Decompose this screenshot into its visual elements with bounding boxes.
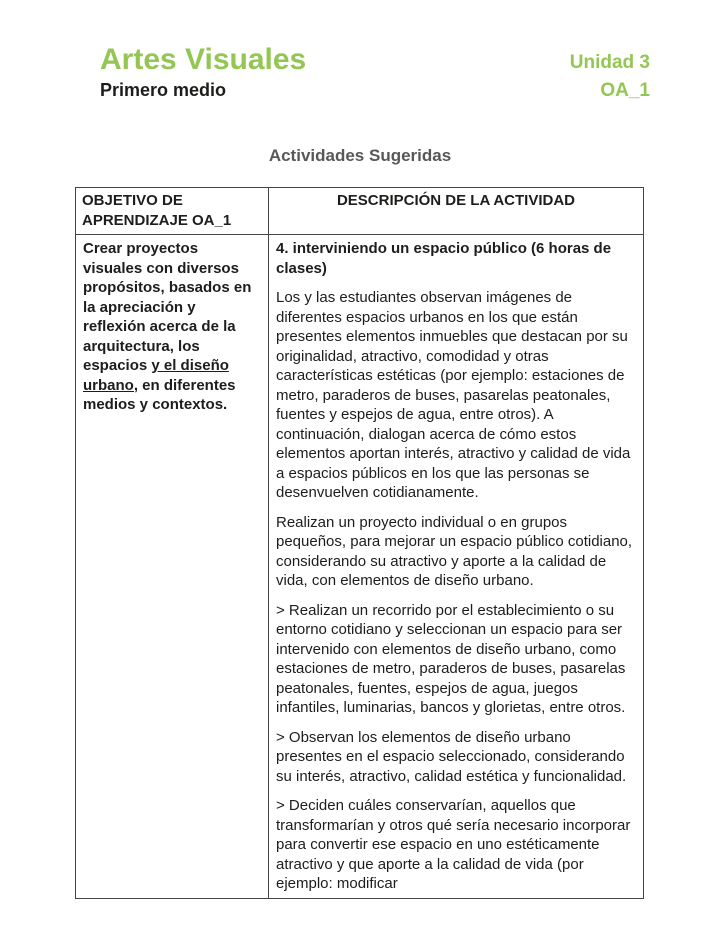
activity-paragraph: > Realizan un recorrido por el establecimiento o su entorno cotidiano y seleccionan un espacio para ser intervenido con elementos de diseño urbano, como estaciones de metro, paraderos de buses, pasarelas peatonales, fuentes, espejos de agua, juegos infantiles, luminarias, bancos y glorietas, entre otros. (276, 601, 626, 716)
document-header (0, 0, 720, 103)
table-header-row (76, 188, 644, 235)
activity-paragraph: > Deciden cuáles conservarían, aquellos que transformarían y otros qué sería necesario incorporar para convertir ese espacio en uno estéticamente atractivo y que aporte a la calidad de vida (por ejemplo: modificar (276, 797, 631, 892)
activity-title: 4. interviniendo un espacio público (6 horas de clases) (276, 240, 612, 277)
header-left-block (100, 44, 306, 102)
column-header-objective: OBJETIVO DE APRENDIZAJE OA_1 (76, 188, 269, 235)
activity-paragraph: > Observan los elementos de diseño urbano presentes en el espacio seleccionado, considerando su interés, atractivo, calidad estética y funcionalidad. (276, 728, 627, 785)
section-title: Actividades Sugeridas (268, 146, 452, 165)
objective-text-tail: en diferentes medios y contextos. (83, 376, 236, 413)
page-subtitle: Primero medio (100, 80, 227, 100)
activity-paragraph: Realizan un proyecto individual o en grupos pequeños, para mejorar un espacio público cotidiano, considerando su atractivo y aporte a la calidad de vida, con elementos de diseño urbano. (276, 513, 633, 589)
activity-cell (269, 235, 644, 899)
header-right-block (570, 44, 650, 103)
column-header-description: DESCRIPCIÓN DE LA ACTIVIDAD (269, 188, 644, 235)
objective-text-lead: Crear proyectos visuales con diversos propósitos, basados en la apreciación y reflexión acerca de la arquitectura, los espacios (83, 240, 252, 374)
objective-text-underlined: y el diseño urbano, (83, 357, 229, 394)
oa-label: OA_1 (600, 80, 650, 101)
activity-paragraph: Los y las estudiantes observan imágenes de diferentes espacios urbanos en los que están presentes elementos inmuebles que destacan por su originalidad, atractivo, comodidad y otras características estéticas (por ejemplo: estaciones de metro, paraderos de buses, pasarelas peatonales, fuentes y espejos de agua, entre otros). A continuación, dialogan acerca de cómo estos elementos aportan interés, atractivo y calidad de vida a espacios públicos en los que las personas se desenvuelven cotidianamente. (276, 289, 631, 501)
unit-label: Unidad 3 (569, 52, 650, 73)
activities-table (75, 187, 644, 899)
objective-cell (76, 235, 269, 899)
page-title: Artes Visuales (100, 43, 307, 76)
table-row (76, 235, 644, 899)
